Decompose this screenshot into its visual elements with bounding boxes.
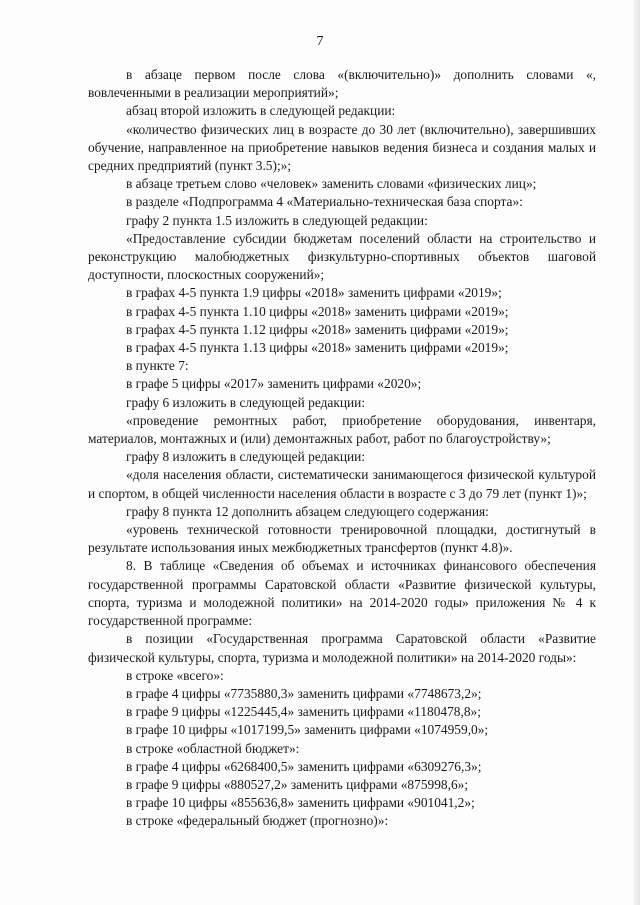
paragraph: в графе 4 цифры «7735880,3» заменить цифрами «7748673,2»; bbox=[126, 685, 482, 701]
paragraph: 8. В таблице «Сведения об объемах и источниках финансового обеспечения государственной программы Саратовской области «Развитие физической культуры, спорта, туризма и молодежной политики» на 2014-2020 годы» приложения № 4 к государственной программе: bbox=[88, 558, 596, 629]
paragraph: графу 6 изложить в следующей редакции: bbox=[126, 394, 366, 410]
paragraph: в разделе «Подпрограмма 4 «Материально-техническая база спорта»: bbox=[126, 194, 523, 210]
paragraph: абзац второй изложить в следующей редакции: bbox=[126, 103, 396, 119]
paragraph: в строке «всего»: bbox=[126, 667, 224, 683]
paragraph: в графах 4-5 пункта 1.9 цифры «2018» заменить цифрами «2019»; bbox=[126, 285, 502, 301]
paragraph: графу 8 изложить в следующей редакции: bbox=[126, 449, 366, 465]
paragraph: в графе 9 цифры «1225445,4» заменить цифрами «1180478,8»; bbox=[126, 704, 481, 720]
paragraph: «доля населения области, систематически занимающегося физической культурой и спортом, в общей численности населения области в возрасте с 3 до 79 лет (пункт 1)»; bbox=[88, 467, 596, 501]
paragraph: в графах 4-5 пункта 1.10 цифры «2018» заменить цифрами «2019»; bbox=[126, 303, 509, 319]
paragraph: «количество физических лиц в возрасте до 30 лет (включительно), завершивших обучение, направленное на приобретение навыков ведения бизнеса и создания малых и средних предприятий (пункт 3.5);»; bbox=[88, 121, 596, 174]
paragraph: графу 8 пункта 12 дополнить абзацем следующего содержания: bbox=[126, 503, 489, 519]
scan-edge-shadow bbox=[634, 0, 640, 905]
paragraph: в позиции «Государственная программа Саратовской области «Развитие физической культуры, спорта, туризма и молодежной политики» на 2014-2020 годы»: bbox=[88, 631, 596, 665]
paragraph: в графе 10 цифры «855636,8» заменить цифрами «901041,2»; bbox=[126, 795, 475, 811]
paragraph: графу 2 пункта 1.5 изложить в следующей редакции: bbox=[126, 212, 428, 228]
paragraph: в графе 4 цифры «6268400,5» заменить цифрами «6309276,3»; bbox=[126, 758, 482, 774]
paragraph: в графе 9 цифры «880527,2» заменить цифрами «875998,6»; bbox=[126, 776, 469, 792]
paragraph: в строке «федеральный бюджет (прогнозно)»: bbox=[126, 813, 389, 829]
paragraph: «уровень технической готовности тренировочной площадки, достигнутый в результате использования иных межбюджетных трансфертов (пункт 4.8)». bbox=[88, 522, 596, 556]
paragraph: в графах 4-5 пункта 1.13 цифры «2018» заменить цифрами «2019»; bbox=[126, 340, 509, 356]
paragraph: в графах 4-5 пункта 1.12 цифры «2018» заменить цифрами «2019»; bbox=[126, 321, 509, 337]
paragraph: «Предоставление субсидии бюджетам поселений области на строительство и реконструкцию малобюджетных физкультурно-спортивных объектов шаговой доступности, плоскостных сооружений»; bbox=[88, 230, 596, 283]
paragraph: «проведение ремонтных работ, приобретение оборудования, инвентаря, материалов, монтажных и (или) демонтажных работ, работ по благоустройству»; bbox=[88, 412, 596, 447]
paragraph: в пункте 7: bbox=[126, 358, 189, 374]
paragraph: в графе 10 цифры «1017199,5» заменить цифрами «1074959,0»; bbox=[126, 722, 489, 738]
paragraph: в графе 5 цифры «2017» заменить цифрами «2020»; bbox=[126, 376, 422, 392]
document-body bbox=[88, 66, 596, 831]
paragraph: в строке «областной бюджет»: bbox=[126, 740, 300, 756]
page-number: 7 bbox=[316, 34, 324, 49]
paragraph: в абзаце первом после слова «(включительно)» дополнить словами «, вовлеченными в реализации мероприятий»; bbox=[88, 67, 596, 101]
paragraph: в абзаце третьем слово «человек» заменить словами «физических лиц»; bbox=[126, 176, 537, 192]
